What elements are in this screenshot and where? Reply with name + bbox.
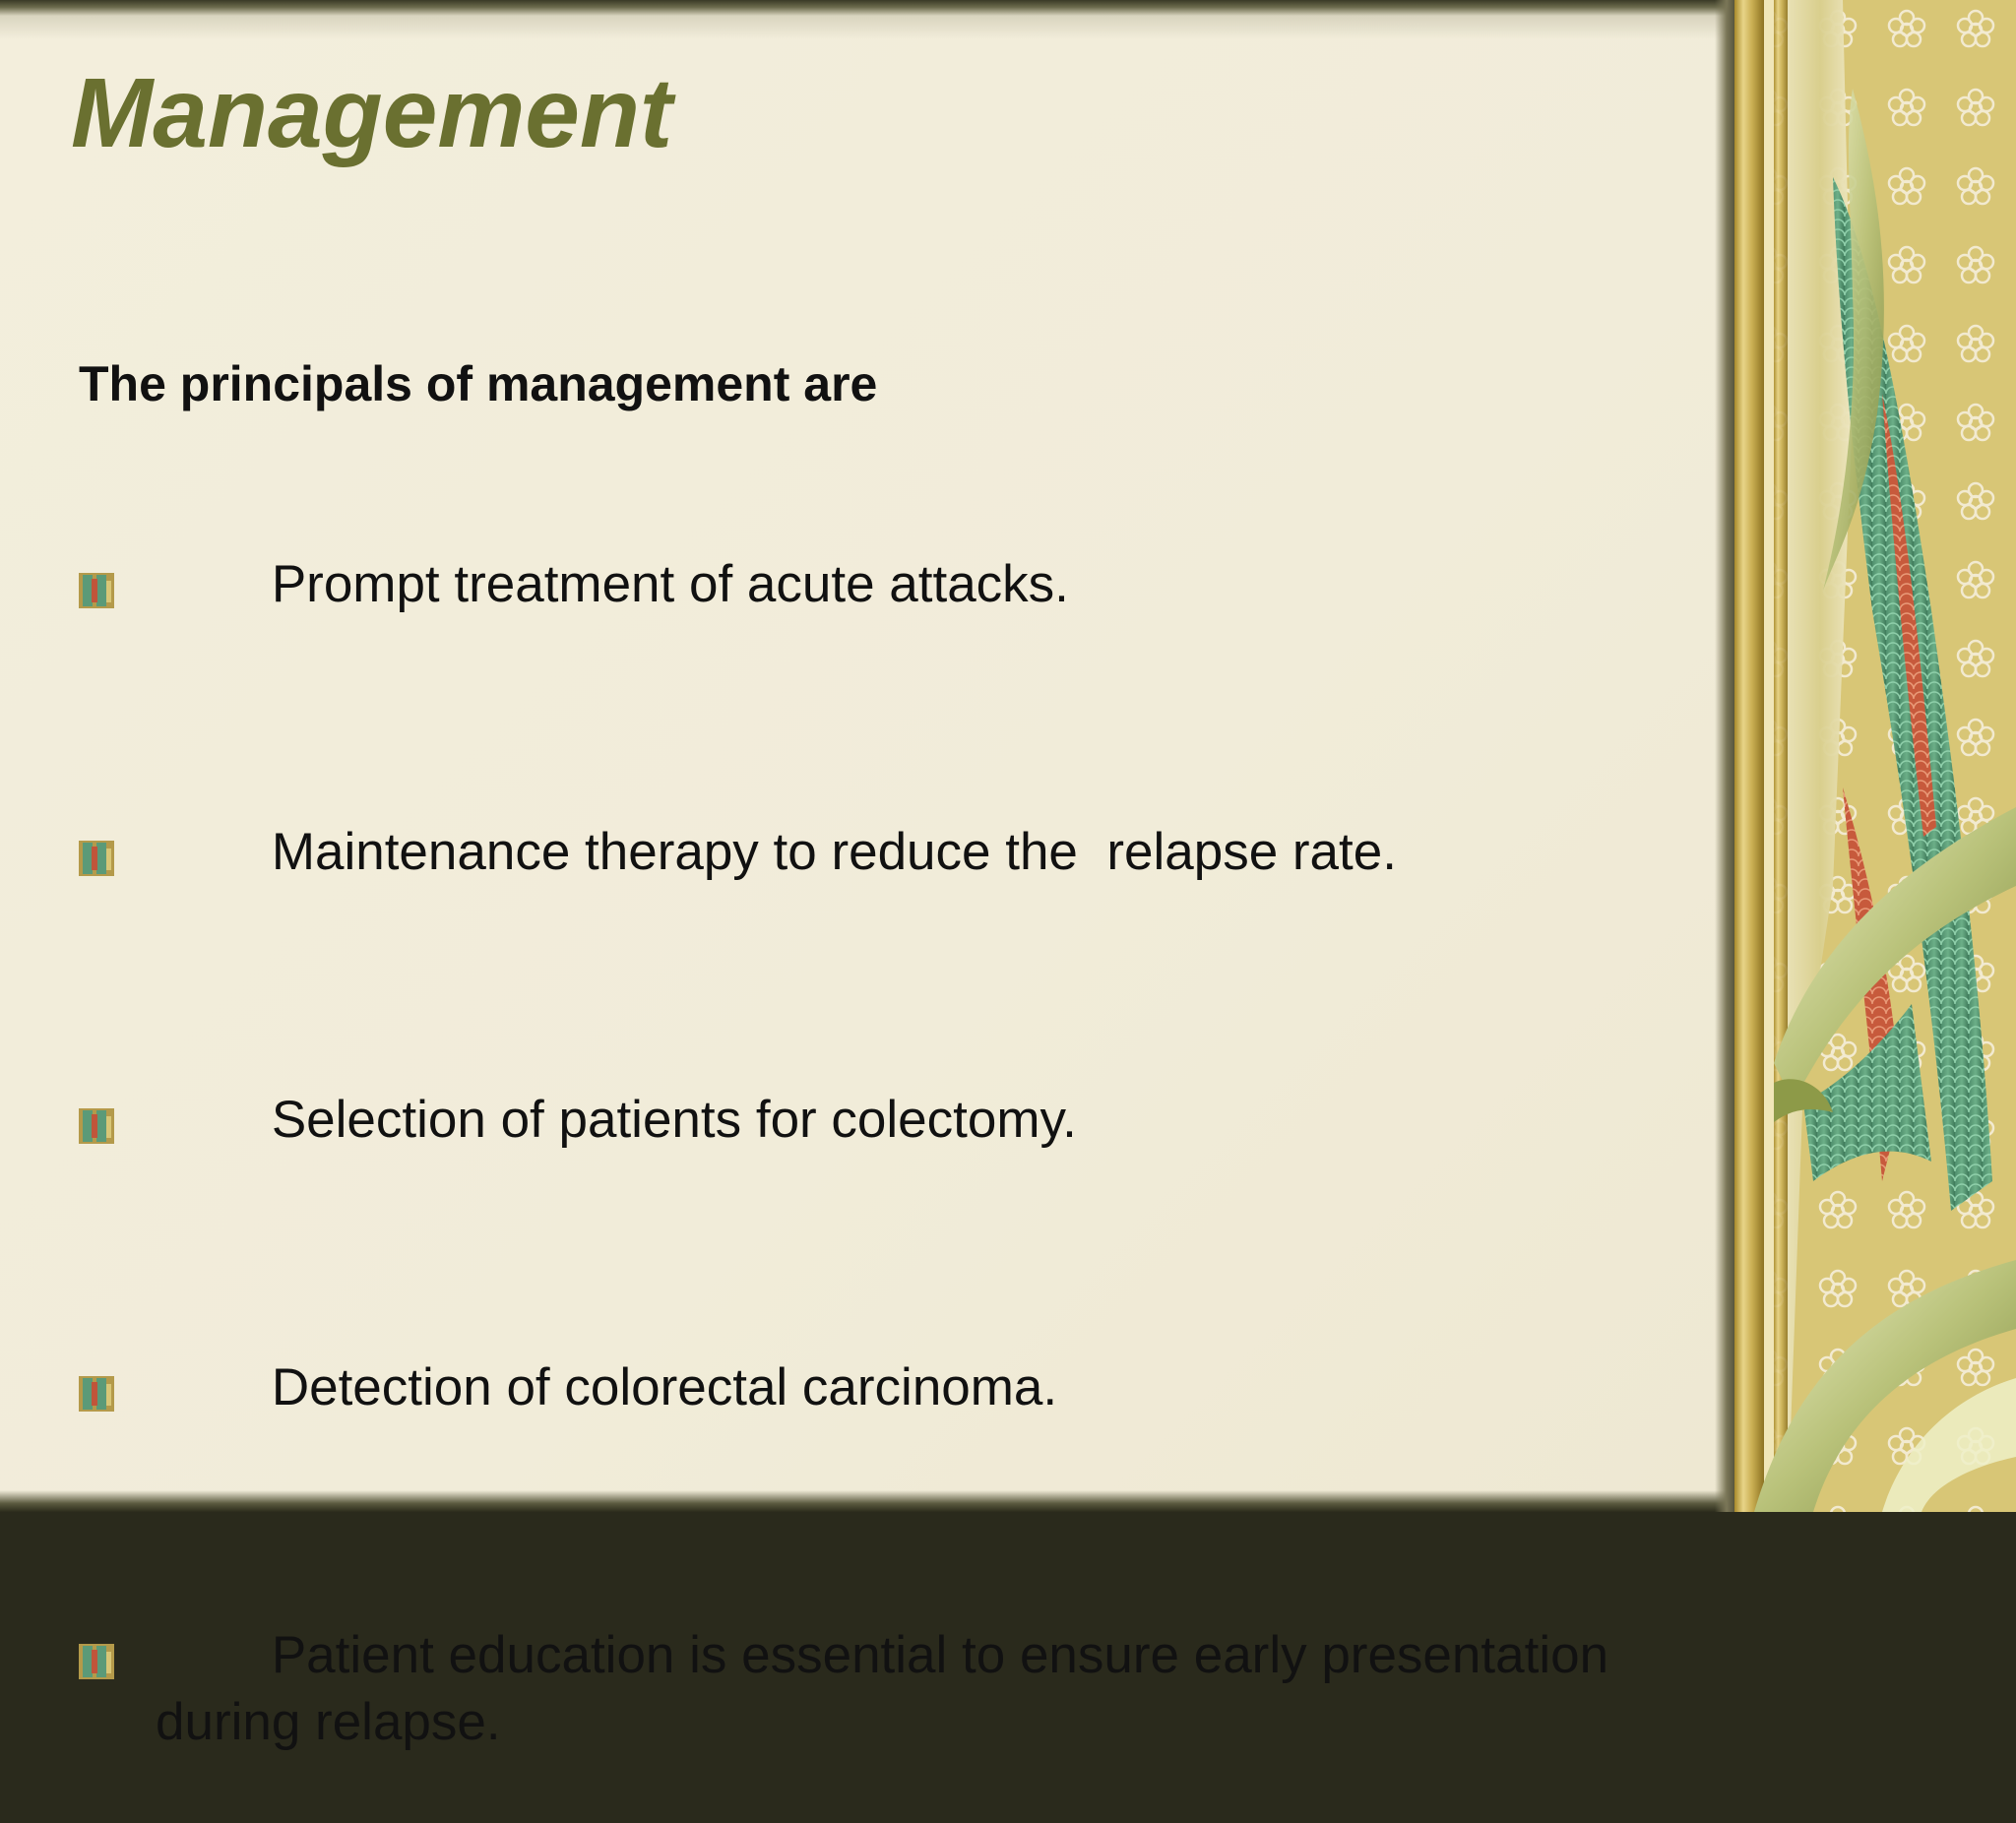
patterned-square-icon [79,707,114,742]
list-item [79,953,1634,1221]
decorative-ribbon-strip [1734,0,2016,1512]
patterned-square-icon [79,974,114,1010]
bullet-list [79,417,1634,1823]
panel-top-border [0,0,1734,16]
bullet-text: Selection of patients for colectomy. [271,1091,1077,1149]
list-item [79,685,1634,953]
list-item [79,1221,1634,1488]
bullet-text: Prompt treatment of acute attacks. [271,555,1069,613]
list-item [79,1488,1634,1823]
bullet-text: Detection of colorectal carcinoma. [271,1358,1058,1416]
patterned-square-icon [79,1242,114,1278]
patterned-square-icon [79,1510,114,1545]
slide-title: Management [71,58,673,168]
bullet-text: Patient education is essential to ensure early presentation during relapse. [156,1626,1623,1751]
intro-heading: The principals of management are [79,356,878,411]
ribbon-floral-pattern [1734,0,2016,1512]
slide-body [79,350,1634,1823]
bullet-text: Maintenance therapy to reduce the relapse rate. [271,823,1397,881]
list-item [79,417,1634,685]
patterned-square-icon [79,439,114,474]
